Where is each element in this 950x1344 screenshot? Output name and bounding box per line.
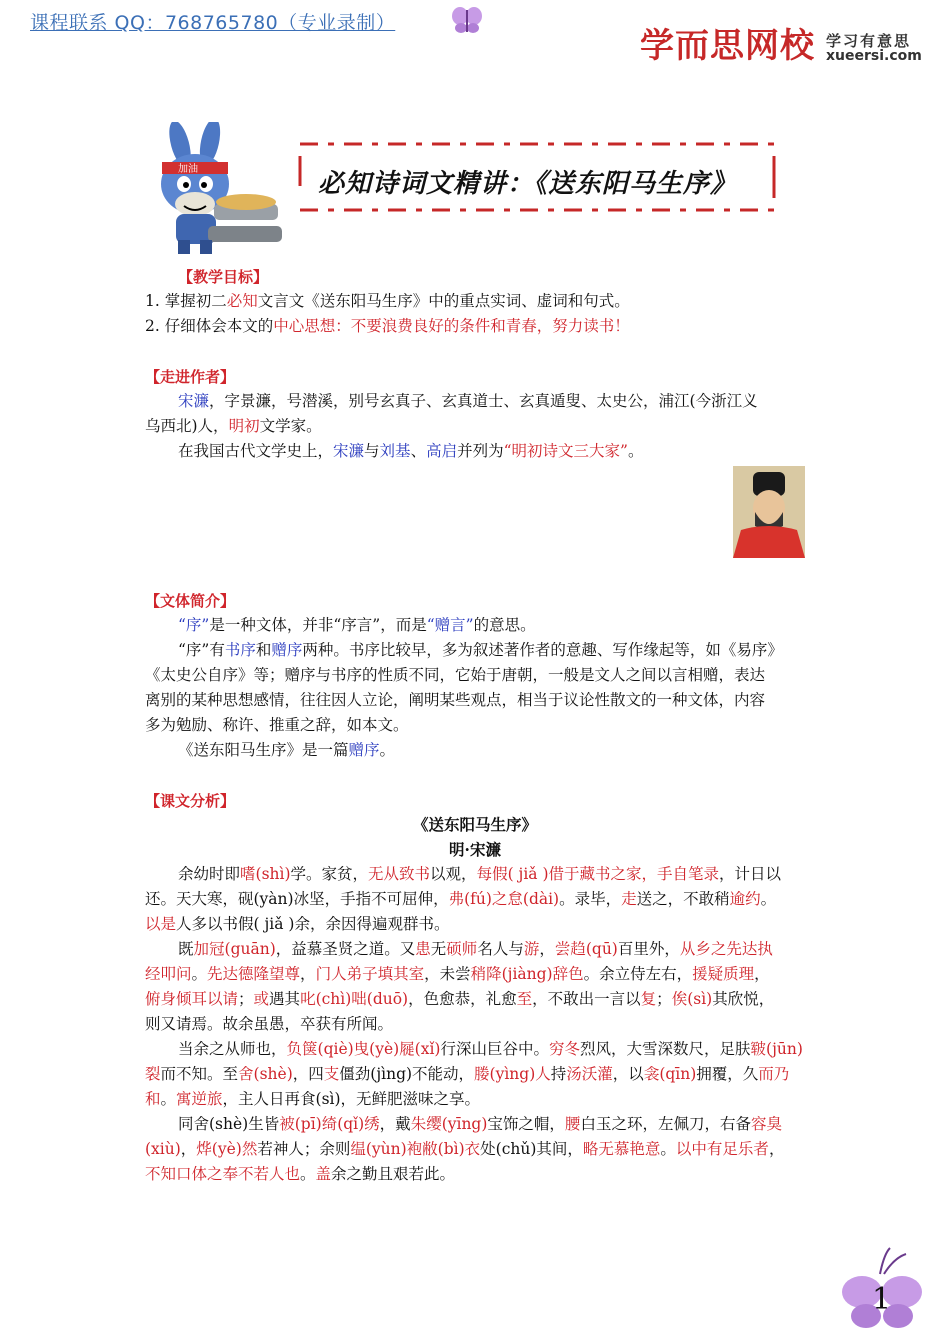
para3-line-2: 裂而不知。至舍(shè)，四支僵劲(jìng)不能动，媵(yìng)人持汤沃灌，以衾(qīn)拥覆，久而乃 bbox=[145, 1065, 790, 1083]
para2-line-3: 俯身倾耳以请；或遇其叱(chì)咄(duō)，色愈恭，礼愈至，不敢出一言以复；俟(sì)其欣悦， bbox=[145, 990, 775, 1008]
para4-line-2: (xiù)，烨(yè)然若神人；余则缊(yùn)袍敝(bì)衣处(chǔ)其间，略无慕艳意。以中有足乐者， bbox=[145, 1140, 785, 1158]
genre-line-6: 《送东阳马生序》是一篇赠序。 bbox=[178, 741, 396, 759]
genre-line-3: 《太史公自序》等；赠序与书序的性质不同，它始于唐朝，一般是文人之间以言相赠，表达 bbox=[145, 666, 766, 684]
para3-line-3: 和。寓逆旅，主人日再食(sì)，无鲜肥滋味之享。 bbox=[145, 1090, 481, 1108]
page-title: 必知诗词文精讲：《送东阳马生序》 bbox=[318, 169, 738, 199]
section-heading-genre: 【文体简介】 bbox=[145, 592, 236, 610]
author-line-3: 在我国古代文学史上，宋濂与刘基、高启并列为“明初诗文三大家”。 bbox=[178, 442, 644, 460]
page-number: 1 bbox=[872, 1282, 892, 1317]
section-heading-goals: 【教学目标】 bbox=[178, 268, 269, 286]
logo-domain: xueersi.com bbox=[826, 48, 922, 64]
genre-line-4: 离别的某种思想感情，往往因人立论，阐明某些观点，相当于议论性散文的一种文体，内容 bbox=[145, 691, 766, 709]
genre-line-5: 多为勉励、称许、推重之辞，如本文。 bbox=[145, 716, 409, 734]
goal-line-1: 1. 掌握初二必知文言文《送东阳马生序》中的重点实词、虚词和句式。 bbox=[145, 292, 630, 310]
para2-line-1: 既加冠(guān)，益慕圣贤之道。又患无硕师名人与游，尝趋(qū)百里外，从乡之先达执 bbox=[178, 940, 773, 958]
logo-text: 学而思网校 bbox=[640, 26, 815, 66]
section-heading-analysis: 【课文分析】 bbox=[145, 792, 236, 810]
author-portrait bbox=[733, 466, 805, 558]
author-line-1: 宋濂，字景濂，号潜溪，别号玄真子、玄真道士、玄真遁叟、太史公，浦江(今浙江义 bbox=[178, 392, 758, 410]
butterfly-icon bbox=[450, 4, 484, 34]
para2-line-2: 经叩问。先达德隆望尊，门人弟子填其室，未尝稍降(jiàng)辞色。余立侍左右，援疑质理， bbox=[145, 965, 770, 983]
para2-line-4: 则又请焉。故余虽愚，卒获有所闻。 bbox=[145, 1015, 394, 1033]
para4-line-3: 不知口体之奉不若人也。盖余之勤且艰若此。 bbox=[145, 1165, 456, 1183]
section-heading-author: 【走进作者】 bbox=[145, 368, 236, 386]
logo-slogan: 学习有意思 bbox=[826, 32, 912, 50]
goal-line-2: 2. 仔细体会本文的中心思想：不要浪费良好的条件和青春，努力读书！ bbox=[145, 317, 630, 335]
donkey-mascot-icon bbox=[148, 122, 286, 260]
contact-link[interactable]: 课程联系 QQ：768765780（专业录制） bbox=[30, 12, 396, 34]
genre-line-1: “序”是一种文体，并非“序言”，而是“赠言”的意思。 bbox=[178, 616, 536, 634]
para1-line-2: 还。天大寒，砚(yàn)冰坚，手指不可屈伸，弗(fú)之怠(dài)。录毕，走送之，不敢稍逾约。 bbox=[145, 890, 777, 908]
text-title: 《送东阳马生序》 bbox=[412, 815, 537, 834]
para4-line-1: 同舍(shè)生皆被(pī)绮(qǐ)绣，戴朱缨(yīng)宝饰之帽，腰白玉之环，左佩刀，右备容臭 bbox=[178, 1115, 782, 1133]
para1-line-1: 余幼时即嗜(shì)学。家贫，无从致书以观，每假( jiǎ )借于藏书之家，手自笔录，计日以 bbox=[178, 865, 782, 883]
author-line-2: 乌西北)人，明初文学家。 bbox=[145, 417, 322, 435]
para3-line-1: 当余之从师也，负箧(qiè)曳(yè)屣(xǐ)行深山巨谷中。穷冬烈风，大雪深数尺，足肤皲(jūn) bbox=[178, 1040, 803, 1058]
mascot-badge: 加油 bbox=[178, 164, 198, 175]
text-author: 明·宋濂 bbox=[449, 840, 501, 859]
genre-line-2: “序”有书序和赠序两种。书序比较早，多为叙述著作者的意趣、写作缘起等，如《易序》 bbox=[178, 641, 783, 659]
para1-line-3: 以是人多以书假( jiǎ )余，余因得遍观群书。 bbox=[145, 915, 450, 933]
